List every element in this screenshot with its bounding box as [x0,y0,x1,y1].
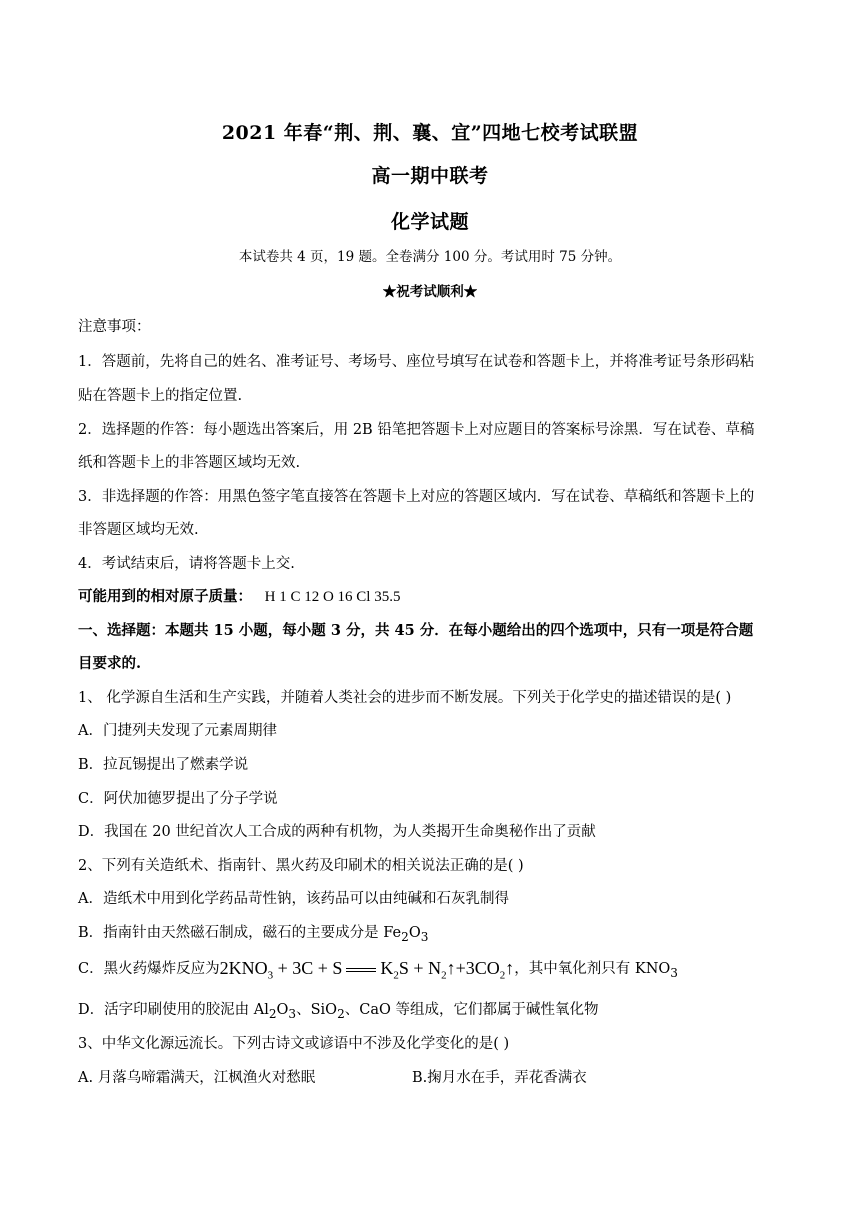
exam-subtitle: 高一期中联考 [371,165,489,187]
question-1-option-b: B．拉瓦锡提出了燃素学说 [78,757,249,773]
note-1-line-2: 贴在答题卡上的指定位置. [78,388,243,404]
note-3-line-1: 3．非选择题的作答：用黑色签字笔直接答在答题卡上对应的答题区域内．写在试卷、草稿纸和答题卡上的 [78,489,755,505]
equation-rhs-1-sub: 2 [393,969,399,982]
exam-title: 2021 年春“荆、荆、襄、宜”四地七校考试联盟 [221,122,639,144]
section-1-line-2: 目要求的. [78,655,142,672]
question-3-stem: 3、中华文化源远流长。下列古诗文或谚语中不涉及化学变化的是( ) [78,1036,510,1052]
subject-title: 化学试题 [390,211,469,233]
equation-lhs-sub: 3 [267,969,274,982]
question-2-stem: 2、下列有关造纸术、指南针、黑火药及印刷术的相关说法正确的是( ) [78,858,524,874]
question-1-option-d: D．我国在 20 世纪首次人工合成的两种有机物，为人类揭开生命奥秘作出了贡献 [78,824,596,840]
question-3-option-b: B.掬月水在手，弄花香满衣 [412,1070,587,1086]
atomic-mass-line [78,587,786,607]
question-2-option-d [78,1000,786,1024]
question-3-options-row [78,1068,786,1088]
note-2-line-2: 纸和答题卡上的非答题区域均无效. [78,455,301,471]
option-d-end: 、CaO 等组成，它们都属于碱性氧化物 [344,1002,599,1018]
reaction-equation [219,958,515,982]
equation-rhs-4: ↑ [505,958,515,978]
equation-rhs-3: ↑+3CO [446,958,500,978]
equation-lhs: 2KNO [219,958,268,978]
option-b-o: O [408,925,421,941]
question-2-option-a: A．造纸术中用到化学药品苛性钠，该药品可以由纯碱和石灰乳制得 [78,891,509,907]
note-2-line-1: 2．选择题的作答：每小题选出答案后，用 2B 铅笔把答题卡上对应题目的答案标号涂黑．写在试卷、草稿 [78,422,755,438]
equation-rhs-1: K [380,958,394,978]
exam-info: 本试卷共 4 页，19 题。全卷满分 100 分。考试用时 75 分钟。 [238,249,622,265]
atomic-mass-values: H 1 C 12 O 16 Cl 35.5 [264,589,401,605]
option-b-text: B．指南针由天然磁石制成，磁石的主要成分是 Fe [78,925,402,941]
option-d-sub-1: 2 [268,1006,277,1021]
good-luck-banner: ★祝考试顺利★ [382,284,478,300]
note-4: 4．考试结束后，请将答题卡上交. [78,556,295,572]
question-3-option-a: A. 月落乌啼霜满天，江枫渔火对愁眠 [78,1070,316,1086]
option-b-sub-2: 3 [420,929,429,944]
equals-sign [346,968,376,972]
option-c-suffix-sub: 3 [670,965,678,980]
equation-lhs-rest: + 3C + S [273,958,343,978]
option-c-suffix: ，其中氧化剂只有 KNO [514,961,671,977]
option-d-sub-2: 3 [288,1006,297,1021]
equation-rhs-2-sub: 2 [441,969,447,982]
option-d-mid: 、SiO [296,1002,338,1018]
note-1-line-1: 1．答题前，先将自己的姓名、准考证号、考场号、座位号填写在试卷和答题卡上，并将准考证号条形码粘 [78,354,755,370]
option-c-text: C．黑火药爆炸反应为 [78,961,220,977]
question-2-option-b [78,923,786,947]
option-d-sub-3: 2 [337,1006,345,1021]
atomic-mass-label: 可能用到的相对原子质量： [78,588,252,605]
notes-heading: 注意事项： [78,319,151,335]
equation-rhs-1-rest: S + N [398,958,442,978]
option-d-text: D．活字印刷使用的胶泥由 Al [78,1002,269,1018]
section-1-line-1: 一、选择题：本题共 15 小题，每小题 3 分，共 45 分．在每小题给出的四个选项中，只有一项是符合题 [78,622,754,639]
question-1-option-a: A．门捷列夫发现了元素周期律 [78,723,277,739]
question-1-stem: 1、 化学源自生活和生产实践，并随着人类社会的进步而不断发展。下列关于化学史的描述错误的是( ) [78,690,732,706]
equation-rhs-3-sub: 2 [499,969,506,982]
question-2-option-c [78,958,786,986]
option-d-o: O [276,1002,289,1018]
note-3-line-2: 非答题区域均无效. [78,522,199,538]
question-1-option-c: C．阿伏加德罗提出了分子学说 [78,791,278,807]
option-b-sub-1: 2 [401,929,409,944]
